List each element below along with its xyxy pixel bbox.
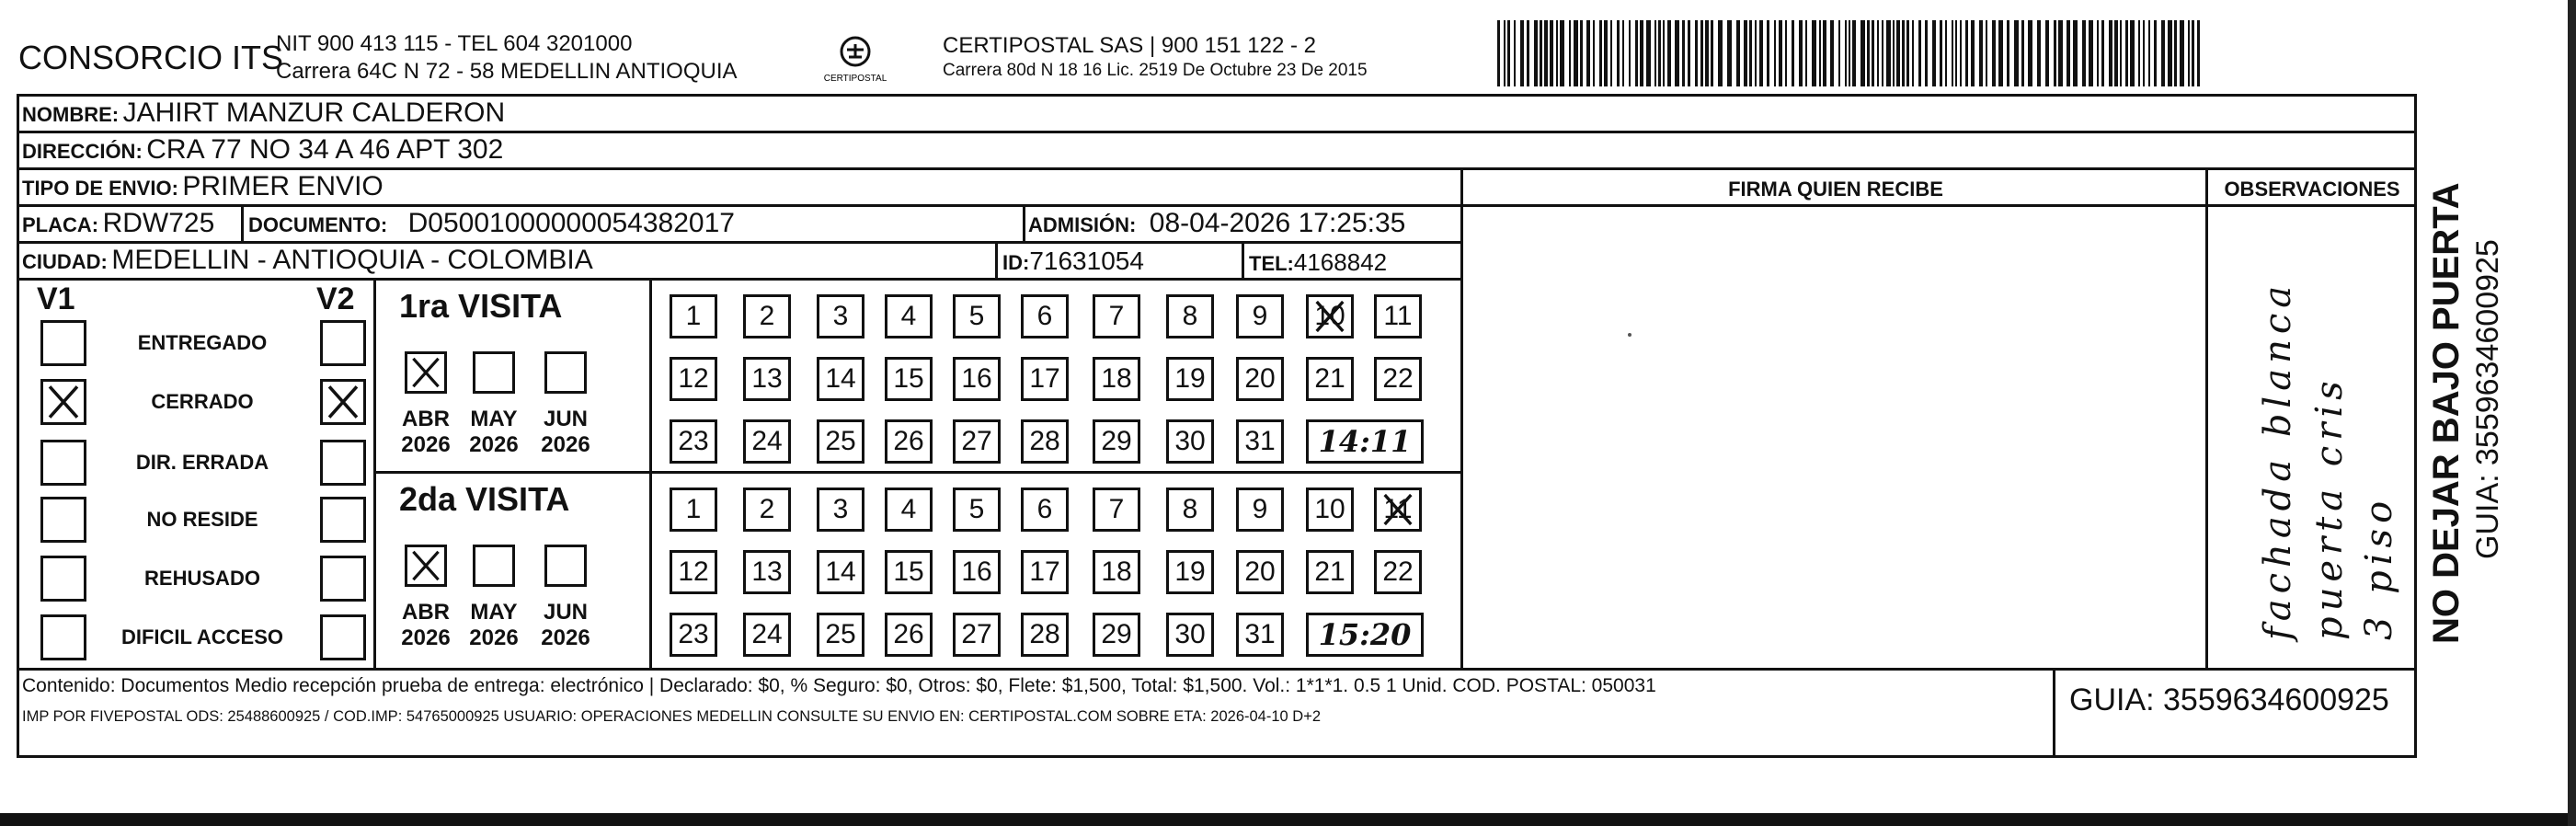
barcode-bar: [1580, 20, 1583, 86]
day-box[interactable]: 13: [743, 550, 791, 594]
v2-checkbox[interactable]: [320, 614, 366, 660]
day-box[interactable]: 20: [1236, 550, 1284, 594]
barcode-bar: [1896, 20, 1900, 86]
firma-header: FIRMA QUIEN RECIBE: [1728, 178, 1943, 201]
day-box[interactable]: 19: [1166, 357, 1214, 401]
admision-field: ADMISIÓN: 08-04-2026 17:25:35: [1028, 208, 1406, 238]
day-box[interactable]: 1: [670, 488, 717, 532]
company-address: Carrera 64C N 72 - 58 MEDELLIN ANTIOQUIA: [276, 59, 738, 84]
barcode-bar: [1965, 20, 1968, 86]
barcode-bar: [1514, 20, 1516, 86]
barcode-bar: [1534, 20, 1538, 86]
month-checkbox[interactable]: [405, 545, 447, 587]
barcode-bar: [1992, 20, 1996, 86]
day-box[interactable]: 19: [1166, 550, 1214, 594]
barcode-bar: [2168, 20, 2172, 86]
barcode-bar: [1544, 20, 1548, 86]
x-mark-icon: [407, 547, 444, 584]
barcode-bar: [1799, 20, 1803, 86]
day-box[interactable]: 26: [885, 613, 933, 657]
barcode-bar: [1675, 20, 1679, 86]
day-box[interactable]: 17: [1021, 357, 1069, 401]
barcode-bar: [1640, 20, 1643, 86]
v1-checkbox[interactable]: [40, 379, 86, 425]
barcode-bar: [2021, 20, 2024, 86]
day-box[interactable]: 2: [743, 488, 791, 532]
barcode-bar: [1646, 20, 1651, 86]
month-checkbox[interactable]: [405, 351, 447, 394]
documento-field: DOCUMENTO: D05001000000054382017: [248, 208, 735, 238]
day-box[interactable]: 12: [670, 357, 717, 401]
barcode-bar: [2154, 20, 2157, 86]
barcode-bar: [1819, 20, 1821, 86]
day-box[interactable]: 22: [1374, 357, 1422, 401]
day-box[interactable]: 4: [885, 294, 933, 338]
day-box[interactable]: 2: [743, 294, 791, 338]
svg-text:CERTIPOSTAL: CERTIPOSTAL: [823, 74, 887, 84]
day-box[interactable]: 30: [1166, 613, 1214, 657]
month-checkbox[interactable]: [473, 545, 515, 587]
barcode-bar: [1527, 20, 1529, 86]
footer-impresion: IMP POR FIVEPOSTAL ODS: 25488600925 / COD.IMP: 54765000925 USUARIO: OPERACIONES MEDELLIN CONSULTE SU ENVIO EN: CERTIPOSTAL.COM SOBRE ETA: 2026-04-10 D+2: [22, 708, 1322, 725]
day-box[interactable]: 4: [885, 488, 933, 532]
barcode-bar: [1960, 20, 1962, 86]
barcode-bar: [1805, 20, 1807, 86]
barcode-bar: [1540, 20, 1542, 86]
barcode-bar: [2101, 20, 2104, 86]
documento-value: D05001000000054382017: [407, 208, 735, 238]
x-mark-icon: [43, 382, 84, 422]
barcode-bar: [2174, 20, 2177, 86]
barcode-bar: [1912, 20, 1914, 86]
barcode-bar: [1867, 20, 1870, 86]
day-box[interactable]: 15: [885, 550, 933, 594]
day-box[interactable]: 8: [1166, 488, 1214, 532]
day-box[interactable]: 28: [1021, 419, 1069, 464]
day-box[interactable]: 21: [1306, 550, 1354, 594]
barcode-bar: [2197, 20, 2200, 86]
barcode-bar: [2114, 20, 2118, 86]
barcode-bar: [1727, 20, 1732, 86]
day-box[interactable]: 31: [1236, 419, 1284, 464]
day-box[interactable]: 23: [670, 613, 717, 657]
barcode-bar: [1593, 20, 1595, 86]
day-box[interactable]: 11: [1374, 294, 1422, 338]
barcode-bar: [2180, 20, 2184, 86]
day-box[interactable]: 9: [1236, 488, 1284, 532]
day-box[interactable]: 24: [743, 613, 791, 657]
visit-time: 15:20: [1306, 613, 1424, 657]
barcode-bar: [1886, 20, 1891, 86]
x-mark-icon: [323, 382, 363, 422]
day-box[interactable]: 14: [817, 357, 864, 401]
barcode-bar: [1635, 20, 1638, 86]
day-box[interactable]: 10: [1306, 294, 1354, 338]
day-box[interactable]: 26: [885, 419, 933, 464]
barcode-bar: [1774, 20, 1776, 86]
barcode-bar: [1604, 20, 1608, 86]
day-box[interactable]: 16: [953, 550, 1001, 594]
footer-contenido: Contenido: Documentos Medio recepción prueba de entrega: electrónico | Declarado: $0, % Seguro: $0, Otros: $0, Flete: $1,500, Total: $1,500. Vol.: 1*1*1. 0.5 1 Unid. COD. POSTAL: 050031: [22, 675, 1656, 696]
day-box[interactable]: 21: [1306, 357, 1354, 401]
barcode-bar: [1617, 20, 1620, 86]
v2-checkbox[interactable]: [320, 320, 366, 366]
barcode-bar: [1663, 20, 1665, 86]
day-box[interactable]: 15: [885, 357, 933, 401]
page-bottom-edge: [0, 813, 2576, 826]
barcode-bar: [1872, 20, 1874, 86]
barcode-bar: [1705, 20, 1709, 86]
day-box[interactable]: 29: [1093, 419, 1140, 464]
barcode-bar: [1986, 20, 1987, 86]
day-box[interactable]: 14: [817, 550, 864, 594]
v1-checkbox[interactable]: [40, 497, 86, 543]
barcode-bar: [2161, 20, 2165, 86]
barcode-bar: [1504, 20, 1506, 86]
barcode-bar: [2192, 20, 2194, 86]
barcode-bar: [2109, 20, 2112, 86]
barcode-bar: [2067, 20, 2070, 86]
barcode-bar: [1688, 20, 1690, 86]
barcode-bar: [1695, 20, 1698, 86]
page-right-edge: [2568, 0, 2576, 826]
day-box[interactable]: 27: [953, 613, 1001, 657]
v1-checkbox[interactable]: [40, 556, 86, 602]
observaciones-header: OBSERVACIONES: [2224, 178, 2400, 201]
barcode-bar: [1599, 20, 1602, 86]
day-box[interactable]: 29: [1093, 613, 1140, 657]
barcode-bar: [1945, 20, 1947, 86]
barcode-bar: [1654, 20, 1656, 86]
barcode-bar: [1560, 20, 1564, 86]
barcode-bar: [2143, 20, 2145, 86]
day-box[interactable]: 18: [1093, 550, 1140, 594]
placa-value: RDW725: [102, 208, 215, 238]
tipo-envio-row: TIPO DE ENVIO: PRIMER ENVIO: [22, 171, 384, 201]
barcode-bar: [1785, 20, 1787, 86]
carrier-license: Carrera 80d N 18 16 Lic. 2519 De Octubre 23 De 2015: [943, 61, 1368, 80]
barcode-bar: [1779, 20, 1782, 86]
barcode-bar: [2058, 20, 2063, 86]
v2-checkbox[interactable]: [320, 497, 366, 543]
barcode-bar: [1792, 20, 1794, 86]
day-box[interactable]: 18: [1093, 357, 1140, 401]
v1-checkbox[interactable]: [40, 614, 86, 660]
day-box[interactable]: 7: [1093, 294, 1140, 338]
month-checkbox[interactable]: [544, 545, 587, 587]
day-box[interactable]: 11: [1374, 488, 1422, 532]
barcode-bar: [1971, 20, 1975, 86]
observation-line: 3 piso: [2358, 495, 2400, 640]
observation-line: fachada blanca: [2257, 280, 2299, 640]
month-label: MAY 2026: [469, 600, 519, 650]
day-box[interactable]: 10: [1306, 488, 1354, 532]
status-label: DIFICIL ACCESO: [120, 625, 283, 648]
barcode-bar: [1812, 20, 1816, 86]
no-dejar-warning: NO DEJAR BAJO PUERTA: [2426, 182, 2467, 644]
barcode-bar: [1610, 20, 1612, 86]
status-label: ENTREGADO: [137, 331, 268, 354]
barcode-bar: [2007, 20, 2009, 86]
barcode-bar: [2130, 20, 2135, 86]
barcode-bar: [1759, 20, 1763, 86]
barcode-bar: [2073, 20, 2078, 86]
admision-value: 08-04-2026 17:25:35: [1149, 208, 1406, 238]
day-box[interactable]: 5: [953, 294, 1001, 338]
ciudad-field: CIUDAD: MEDELLIN - ANTIOQUIA - COLOMBIA: [22, 245, 593, 275]
day-box[interactable]: 24: [743, 419, 791, 464]
barcode-bar: [1932, 20, 1936, 86]
barcode-bar: [1918, 20, 1921, 86]
barcode-bar: [2148, 20, 2150, 86]
direccion-row: DIRECCIÓN: CRA 77 NO 34 A 46 APT 302: [22, 134, 504, 165]
day-box[interactable]: 7: [1093, 488, 1140, 532]
day-box[interactable]: 27: [953, 419, 1001, 464]
day-box[interactable]: 6: [1021, 488, 1069, 532]
nombre-row: NOMBRE: JAHIRT MANZUR CALDERON: [22, 98, 506, 128]
carrier-name: CERTIPOSTAL SAS | 900 151 122 - 2: [943, 33, 1316, 58]
barcode-bar: [1556, 20, 1558, 86]
tel-value: 4168842: [1293, 248, 1388, 276]
status-label: DIR. ERRADA: [135, 451, 269, 474]
tipo-envio-value: PRIMER ENVIO: [182, 171, 384, 201]
v2-label: V2: [316, 281, 355, 316]
x-mark-icon: [407, 354, 444, 391]
day-box[interactable]: 6: [1021, 294, 1069, 338]
barcode-bar: [2014, 20, 2019, 86]
barcode-bar: [2045, 20, 2049, 86]
barcode-bar: [1629, 20, 1631, 86]
visit-title: 1ra VISITA: [399, 287, 563, 325]
barcode-bar: [2089, 20, 2093, 86]
barcode-bar: [1749, 20, 1752, 86]
x-mark-icon: [1309, 297, 1351, 336]
day-box[interactable]: 12: [670, 550, 717, 594]
barcode-bar: [1507, 20, 1510, 86]
barcode-bar: [1902, 20, 1905, 86]
day-box[interactable]: 23: [670, 419, 717, 464]
barcode-bar: [1497, 20, 1500, 86]
day-box[interactable]: 3: [817, 488, 864, 532]
direccion-value: CRA 77 NO 34 A 46 APT 302: [146, 134, 504, 165]
day-box[interactable]: 13: [743, 357, 791, 401]
barcode-bar: [1838, 20, 1840, 86]
barcode-bar: [1860, 20, 1865, 86]
barcode-bar: [1852, 20, 1856, 86]
placa-field: PLACA: RDW725: [22, 208, 215, 238]
day-box[interactable]: 31: [1236, 613, 1284, 657]
footer-guia: GUIA: 3559634600925: [2069, 683, 2389, 717]
barcode-bar: [1682, 20, 1685, 86]
ciudad-value: MEDELLIN - ANTIOQUIA - COLOMBIA: [111, 245, 593, 275]
signature-area: [1628, 333, 1631, 337]
barcode-bar: [1755, 20, 1757, 86]
company-name: CONSORCIO ITS: [18, 39, 284, 76]
month-checkbox[interactable]: [544, 351, 587, 394]
v1-checkbox[interactable]: [40, 440, 86, 486]
observaciones-notes: [2209, 208, 2415, 668]
month-label: JUN 2026: [541, 600, 590, 650]
barcode-bar: [1877, 20, 1879, 86]
barcode-bar: [1711, 20, 1713, 86]
month-checkbox[interactable]: [473, 351, 515, 394]
barcode-bar: [1955, 20, 1957, 86]
barcode-bar: [1823, 20, 1826, 86]
barcode: [1497, 20, 2201, 86]
month-label: ABR 2026: [401, 600, 451, 650]
x-mark-icon: [1377, 490, 1419, 529]
barcode-bar: [1736, 20, 1740, 86]
barcode-bar: [1940, 20, 1942, 86]
status-label: REHUSADO: [144, 567, 260, 590]
day-box[interactable]: 17: [1021, 550, 1069, 594]
nombre-value: JAHIRT MANZUR CALDERON: [122, 98, 506, 128]
barcode-bar: [2082, 20, 2086, 86]
barcode-bar: [1830, 20, 1834, 86]
barcode-bar: [1925, 20, 1928, 86]
barcode-bar: [2138, 20, 2140, 86]
day-box[interactable]: 16: [953, 357, 1001, 401]
day-box[interactable]: 25: [817, 613, 864, 657]
barcode-bar: [2054, 20, 2056, 86]
id-value: 71631054: [1029, 247, 1144, 275]
barcode-bar: [2120, 20, 2122, 86]
visit-time: 14:11: [1306, 419, 1424, 464]
barcode-bar: [2125, 20, 2128, 86]
barcode-bar: [2188, 20, 2190, 86]
barcode-bar: [1882, 20, 1883, 86]
id-field: ID:71631054: [1002, 247, 1144, 275]
barcode-bar: [2097, 20, 2099, 86]
company-nit: NIT 900 413 115 - TEL 604 3201000: [276, 31, 633, 56]
v2-checkbox[interactable]: [320, 440, 366, 486]
barcode-bar: [1622, 20, 1624, 86]
tel-field: TEL:4168842: [1249, 248, 1388, 276]
day-box[interactable]: 3: [817, 294, 864, 338]
barcode-bar: [1700, 20, 1703, 86]
v1-label: V1: [37, 281, 75, 316]
barcode-bar: [1658, 20, 1661, 86]
barcode-bar: [1520, 20, 1524, 86]
barcode-bar: [1586, 20, 1590, 86]
observation-line: puerta cris: [2308, 375, 2351, 640]
barcode-bar: [1979, 20, 1983, 86]
day-box[interactable]: 22: [1374, 550, 1422, 594]
barcode-bar: [2037, 20, 2041, 86]
status-label: NO RESIDE: [146, 508, 258, 531]
certipostal-logo: [823, 33, 887, 88]
day-box[interactable]: 8: [1166, 294, 1214, 338]
barcode-bar: [1845, 20, 1847, 86]
barcode-bar: [1998, 20, 2003, 86]
visit-title: 2da VISITA: [399, 480, 570, 518]
barcode-bar: [1574, 20, 1578, 86]
barcode-bar: [1893, 20, 1895, 86]
day-box[interactable]: 9: [1236, 294, 1284, 338]
barcode-bar: [1569, 20, 1571, 86]
month-label: ABR 2026: [401, 407, 451, 457]
v1-checkbox[interactable]: [40, 320, 86, 366]
month-label: JUN 2026: [541, 407, 590, 457]
day-box[interactable]: 5: [953, 488, 1001, 532]
side-guia: GUIA: 3559634600925: [2470, 239, 2505, 559]
day-box[interactable]: 25: [817, 419, 864, 464]
barcode-bar: [1667, 20, 1671, 86]
v2-checkbox[interactable]: [320, 556, 366, 602]
barcode-bar: [1718, 20, 1723, 86]
barcode-bar: [1849, 20, 1850, 86]
status-label: CERRADO: [151, 390, 254, 413]
day-box[interactable]: 28: [1021, 613, 1069, 657]
barcode-bar: [2028, 20, 2032, 86]
v2-checkbox[interactable]: [320, 379, 366, 425]
day-box[interactable]: 30: [1166, 419, 1214, 464]
day-box[interactable]: 1: [670, 294, 717, 338]
barcode-bar: [1767, 20, 1769, 86]
barcode-bar: [1744, 20, 1747, 86]
day-box[interactable]: 20: [1236, 357, 1284, 401]
barcode-bar: [1550, 20, 1553, 86]
barcode-bar: [1906, 20, 1909, 86]
barcode-bar: [1952, 20, 1953, 86]
month-label: MAY 2026: [469, 407, 519, 457]
